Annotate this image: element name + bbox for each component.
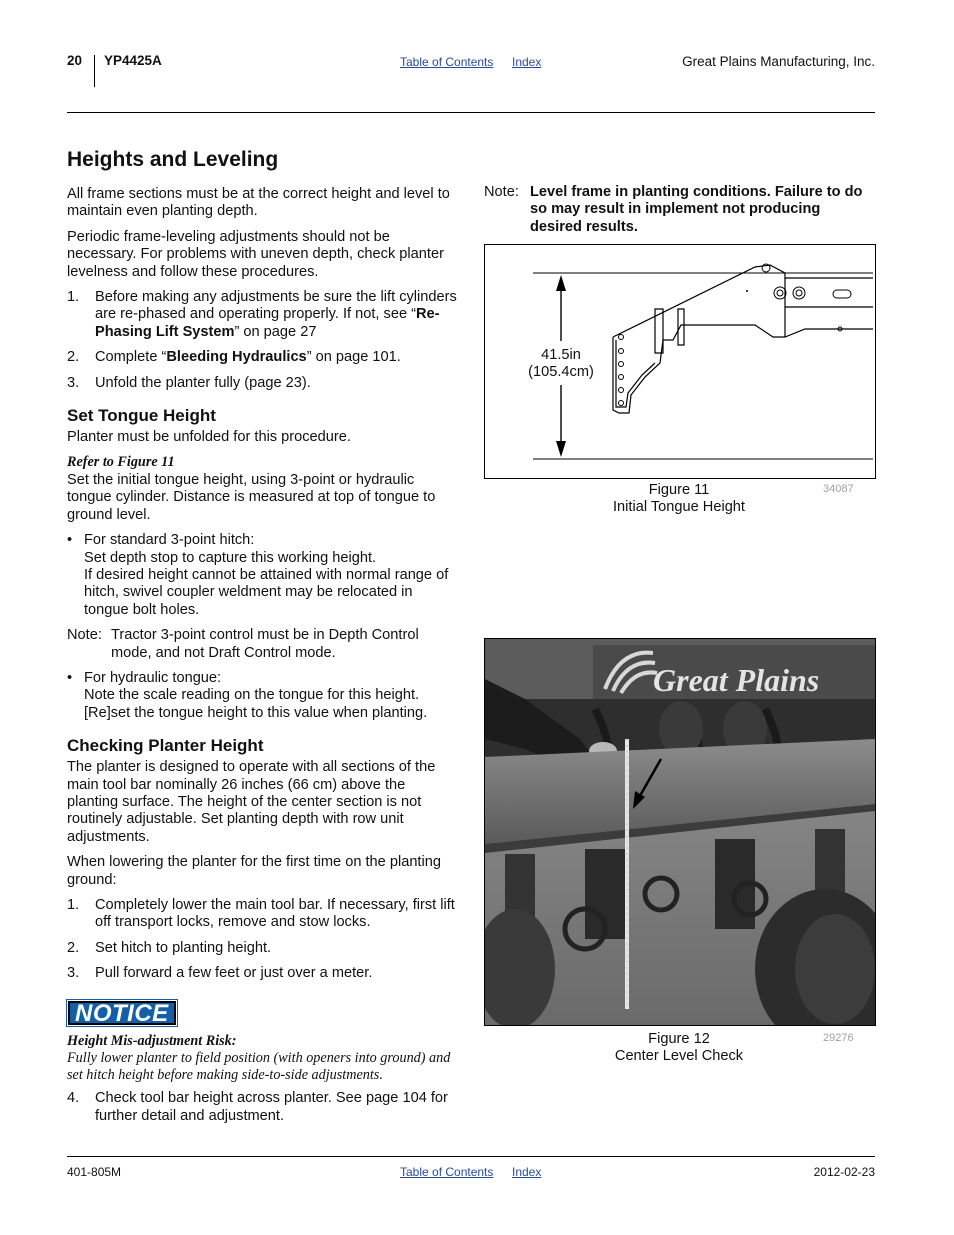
index-link-bottom[interactable]: Index [512, 1165, 542, 1179]
rephasing-reference[interactable]: Re-Phasing Lift System [95, 306, 440, 340]
planter-paragraph-2: When lowering the planter for the first time on the planting ground: [67, 854, 441, 888]
bolt-hole [774, 287, 786, 299]
tongue-bolt-hole [619, 349, 624, 354]
figure-reference: Refer to Figure 11 [67, 454, 175, 471]
planter-paragraph-1: The planter is designed to operate with all sections of the main tool bar nominally 26 inches (66 cm) above the planting surface. The height of the center section is not routinely adjustable. Set planting depth with row unit adjustments. [67, 759, 436, 845]
list-item: 1. Completely lower the main tool bar. If necessary, first lift off transport locks, remove and stow locks. [67, 897, 455, 931]
hitch-frame-outline [613, 265, 873, 413]
list-item: 4. Check tool bar height across planter. See page 104 for further detail and adjustment. [67, 1090, 448, 1124]
intro-paragraph-2: Periodic frame-leveling adjustments should not be necessary. For problems with uneven depth, check planter levelness and follow these procedures. [67, 228, 444, 280]
list-item: • For standard 3-point hitch: Set depth stop to capture this working height. If desired height cannot be attained with normal range of hitch, swivel coupler weldment may be relocated in tongue bolt holes. [67, 532, 449, 618]
prep-steps [67, 289, 459, 392]
arrow-up-icon [556, 275, 566, 291]
header-divider [94, 55, 95, 87]
intro-paragraph-1: All frame sections must be at the correct height and level to maintain even planting depth. [67, 186, 450, 220]
list-item: 3. Pull forward a few feet or just over a meter. [67, 965, 373, 982]
model-number: YP4425A [104, 53, 162, 68]
notice-badge: NOTICE [68, 1001, 176, 1025]
company-name: Great Plains Manufacturing, Inc. [682, 54, 875, 69]
level-frame-note: Note: Level frame in planting conditions. Failure to do so may result in implement not producing desired results. [484, 184, 863, 235]
risk-body: Fully lower planter to field position (with openers into ground) and set hitch height before making side-to-side adjustments. [67, 1050, 451, 1084]
toc-link-top[interactable]: Table of Contents [400, 55, 494, 69]
tongue-bolt-hole [619, 335, 624, 340]
bolt-hole [793, 287, 805, 299]
list-item: 2. Complete “Bleeding Hydraulics” on page 101. [67, 349, 401, 366]
subsection-title-planter: Checking Planter Height [67, 736, 264, 756]
figure-12-photo [484, 638, 876, 1026]
document-number: 401-805M [67, 1165, 122, 1179]
tractor-note: Note: Tractor 3-point control must be in Depth Control mode, and not Draft Control mode. [67, 627, 419, 661]
dimension-label: 41.5in (105.4cm) [528, 347, 594, 380]
tongue-paragraph-1: Planter must be unfolded for this procedure. [67, 429, 351, 446]
section-title: Heights and Leveling [67, 148, 279, 171]
figure-11-caption: Figure 11 Initial Tongue Height [613, 482, 745, 516]
figure-12-caption: Figure 12 Center Level Check [614, 1031, 744, 1065]
figure-12-number: 29276 [823, 1032, 854, 1044]
planter-photo [485, 639, 875, 1025]
list-item: 1. Before making any adjustments be sure the lift cylinders are re-phased and operating properly. If not, see “Re-Phasing Lift System” on page 27 [67, 289, 457, 340]
list-item: • For hydraulic tongue: Note the scale reading on the tongue for this height. [Re]set the tongue height to this value when planting. [67, 669, 428, 721]
tongue-paragraph-2: Set the initial tongue height, using 3-point or hydraulic tongue cylinder. Distance is measured at top of tongue to ground level. [67, 471, 436, 523]
header-rule [67, 112, 875, 113]
page-number: 20 [67, 53, 83, 68]
list-item: 2. Set hitch to planting height. [67, 939, 272, 956]
tongue-bolt-hole [619, 388, 624, 393]
lowering-steps [67, 897, 459, 983]
risk-title: Height Mis-adjustment Risk: [67, 1033, 237, 1050]
publication-date: 2012-02-23 [813, 1165, 875, 1179]
tongue-bolt-hole [619, 401, 624, 406]
toc-link-bottom[interactable]: Table of Contents [400, 1165, 494, 1179]
bleeding-reference[interactable]: Bleeding Hydraulics [166, 349, 307, 366]
tongue-bolt-hole [619, 375, 624, 380]
bullet-marker: • [67, 532, 73, 549]
tongue-bolt-hole [619, 362, 624, 367]
subsection-title-tongue: Set Tongue Height [67, 406, 216, 426]
left-column [67, 146, 459, 1133]
arrow-down-icon [556, 441, 566, 457]
slot-hole [833, 290, 851, 298]
brand-logo-text: Great Plains [653, 662, 820, 698]
footer-rule [67, 1156, 875, 1157]
list-item: 3. Unfold the planter fully (page 23). [67, 374, 311, 391]
figure-11-diagram [484, 244, 876, 479]
index-link-top[interactable]: Index [512, 55, 542, 69]
bullet-marker: • [67, 669, 73, 686]
figure-11-number: 34087 [823, 483, 854, 495]
